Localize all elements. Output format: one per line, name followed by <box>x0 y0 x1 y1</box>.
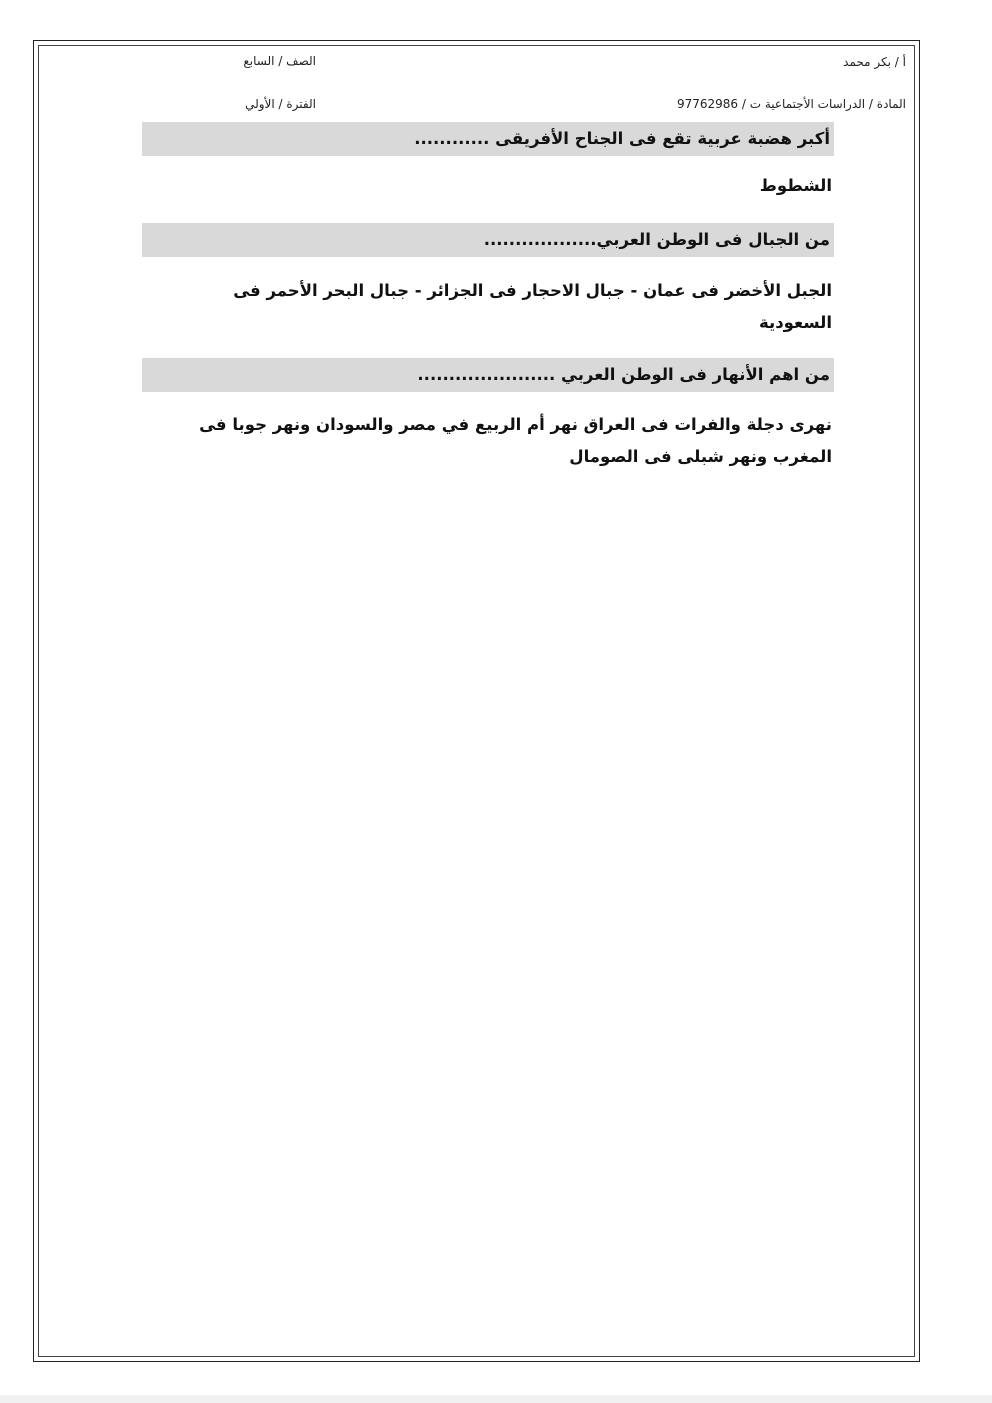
teacher-name: أ / بكر محمد <box>843 55 906 69</box>
subject-phone: المادة / الدراسات الأجتماعية ت / 97762986 <box>676 97 906 111</box>
answer-1 <box>142 173 834 199</box>
answer-line: المغرب ونهر شبلى فى الصومال <box>569 447 832 466</box>
answer-2 <box>142 275 834 339</box>
question-2: من الجبال فى الوطن العربي.................. <box>142 223 834 257</box>
answer-line: الشطوط <box>759 176 832 195</box>
answer-3 <box>142 409 834 473</box>
grade-label: الصف / السابع <box>243 54 316 68</box>
question-3: من اهم الأنهار فى الوطن العربي ...................... <box>142 358 834 392</box>
scan-edge <box>0 1395 992 1403</box>
answer-line: السعودية <box>759 313 832 332</box>
question-1: أكبر هضبة عربية تقع فى الجناح الأفريقى ............ <box>142 122 834 156</box>
answer-line: نهرى دجلة والفرات فى العراق نهر أم الربيع في مصر والسودان ونهر جوبا فى <box>199 415 832 434</box>
term-label: الفترة / الأولي <box>245 97 316 111</box>
answer-line: الجبل الأخضر فى عمان - جبال الاحجار فى الجزائر - جبال البحر الأحمر فى <box>233 281 832 300</box>
